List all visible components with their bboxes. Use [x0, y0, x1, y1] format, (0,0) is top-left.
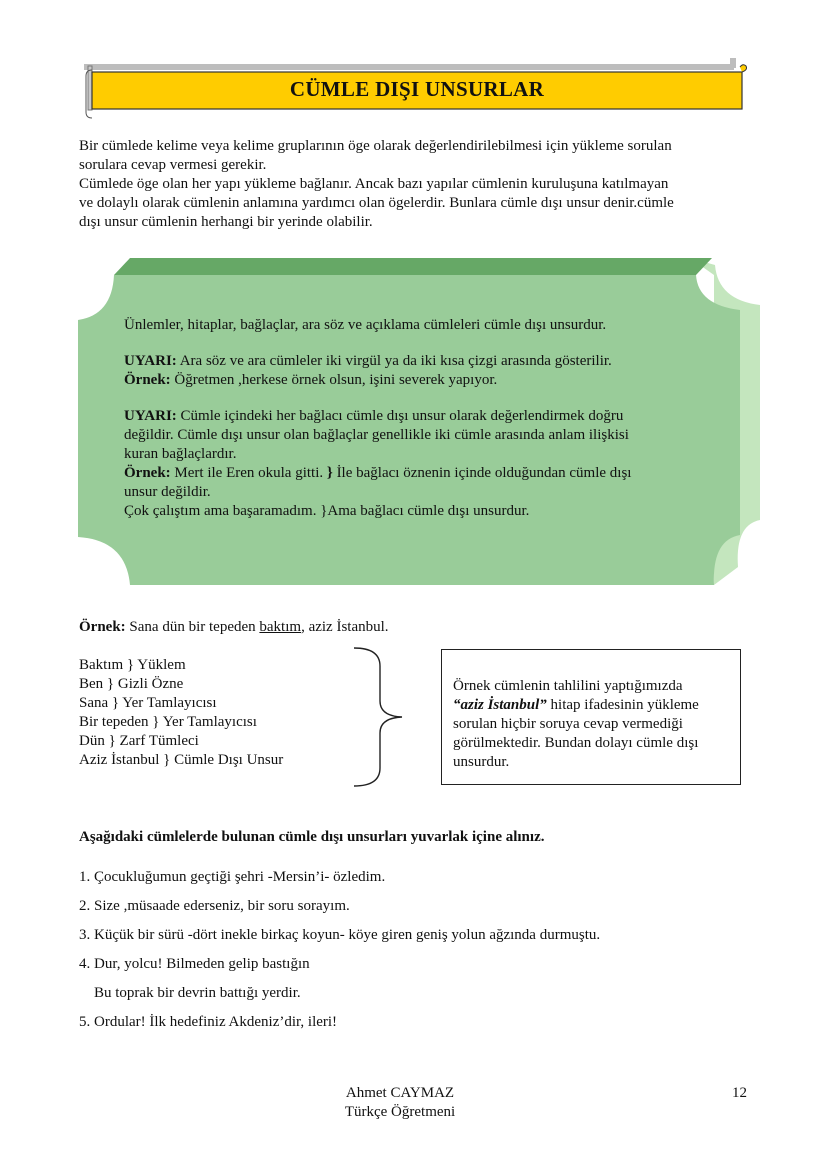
- brace-symbol: }: [326, 465, 333, 481]
- warning-1: [124, 352, 714, 371]
- page-title: CÜMLE DIŞI UNSURLAR: [289, 77, 545, 101]
- note-line: [453, 696, 732, 715]
- info-box-line: Ünlemler, hitaplar, bağlaçlar, ara söz ve açıklama cümleleri cümle dışı unsurdur.: [124, 317, 607, 333]
- example-label: Örnek:: [79, 619, 126, 635]
- note-line: unsurdur.: [453, 754, 510, 770]
- example-label: Örnek:: [124, 465, 171, 481]
- footer: [300, 1084, 500, 1122]
- exercise-item: 5. Ordular! İlk hedefiniz Akdeniz’dir, ileri!: [79, 1014, 338, 1030]
- analysis-list: [79, 656, 283, 770]
- example-text: Mert ile Eren okula gitti.: [170, 465, 327, 481]
- underlined-verb: baktım: [259, 619, 302, 635]
- warning-label: UYARI:: [124, 408, 177, 424]
- intro-line: dışı unsur cümlenin herhangi bir yerinde olabilir.: [79, 214, 373, 230]
- analysis-item: Sana } Yer Tamlayıcısı: [79, 695, 217, 711]
- page-number: 12: [732, 1085, 747, 1101]
- example-sentence: [79, 619, 389, 636]
- footer-author: Ahmet CAYMAZ: [345, 1085, 455, 1101]
- note-line: Örnek cümlenin tahlilini yaptığımızda: [453, 678, 683, 694]
- warning-text: Cümle içindeki her bağlacı cümle dışı unsur olarak değerlendirmek doğru: [176, 408, 624, 424]
- intro-line: sorulara cevap vermesi gerekir.: [79, 157, 267, 173]
- exercise-item: Bu toprak bir devrin battığı yerdir.: [94, 985, 301, 1001]
- note-line: görülmektedir. Bundan dolayı cümle dışı: [453, 735, 699, 751]
- warning-2: [124, 407, 714, 426]
- warning-label: UYARI:: [124, 353, 177, 369]
- note-box: [441, 649, 741, 785]
- exercise-list: [79, 868, 779, 1042]
- example-2: [124, 464, 714, 483]
- info-box-line: unsur değildir.: [124, 484, 211, 500]
- exercise-title: Aşağıdaki cümlelerde bulunan cümle dışı unsurları yuvarlak içine alınız.: [79, 829, 545, 845]
- info-box-line: Çok çalıştım ama başaramadım. }Ama bağlacı cümle dışı unsurdur.: [124, 503, 530, 519]
- intro-line: Bir cümlede kelime veya kelime gruplarının öge olarak değerlendirilebilmesi için yükleme sorulan: [79, 138, 672, 154]
- info-box-line: kuran bağlaçlardır.: [124, 446, 237, 462]
- footer-role: Türkçe Öğretmeni: [344, 1104, 456, 1120]
- info-box-line: değildir. Cümle dışı unsur olan bağlaçlar genellikle iki cümle arasında anlam ilişkisi: [124, 427, 629, 443]
- curly-brace-icon: [350, 646, 410, 791]
- example-1: [124, 371, 714, 390]
- example-text: Öğretmen ,herkese örnek olsun, işini severek yapıyor.: [170, 372, 498, 388]
- analysis-item: Ben } Gizli Özne: [79, 676, 184, 692]
- exercise-item: 1. Çocukluğumun geçtiği şehri -Mersin’i- özledim.: [79, 869, 386, 885]
- note-text: hitap ifadesinin yükleme: [546, 697, 699, 713]
- analysis-item: Dün } Zarf Tümleci: [79, 733, 199, 749]
- analysis-item: Bir tepeden } Yer Tamlayıcısı: [79, 714, 257, 730]
- warning-text: Ara söz ve ara cümleler iki virgül ya da iki kısa çizgi arasında gösterilir.: [176, 353, 612, 369]
- example-text: , aziz İstanbul.: [301, 619, 389, 635]
- note-quote: “aziz İstanbul”: [453, 697, 547, 713]
- intro-line: Cümlede öge olan her yapı yükleme bağlanır. Ancak bazı yapılar cümlenin kuruluşuna katılmayan: [79, 176, 669, 192]
- analysis-item: Aziz İstanbul } Cümle Dışı Unsur: [79, 752, 284, 768]
- example-text: İle bağlacı öznenin içinde olduğundan cümle dışı: [332, 465, 632, 481]
- exercise-item: 2. Size ,müsaade ederseniz, bir soru sorayım.: [79, 898, 350, 914]
- example-label: Örnek:: [124, 372, 171, 388]
- analysis-item: Baktım } Yüklem: [79, 657, 186, 673]
- example-text: Sana dün bir tepeden: [125, 619, 260, 635]
- exercise-item: 4. Dur, yolcu! Bilmeden gelip bastığın: [79, 956, 310, 972]
- info-box: [124, 316, 714, 521]
- exercise-item: 3. Küçük bir sürü -dört inekle birkaç koyun- köye giren geniş yolun ağzında durmuştu.: [79, 927, 601, 943]
- note-line: sorulan hiçbir soruya cevap vermediği: [453, 716, 683, 732]
- intro-line: ve dolaylı olarak cümlenin anlamına yardımcı olan ögelerdir. Bunlara cümle dışı unsur denir.cümle: [79, 195, 674, 211]
